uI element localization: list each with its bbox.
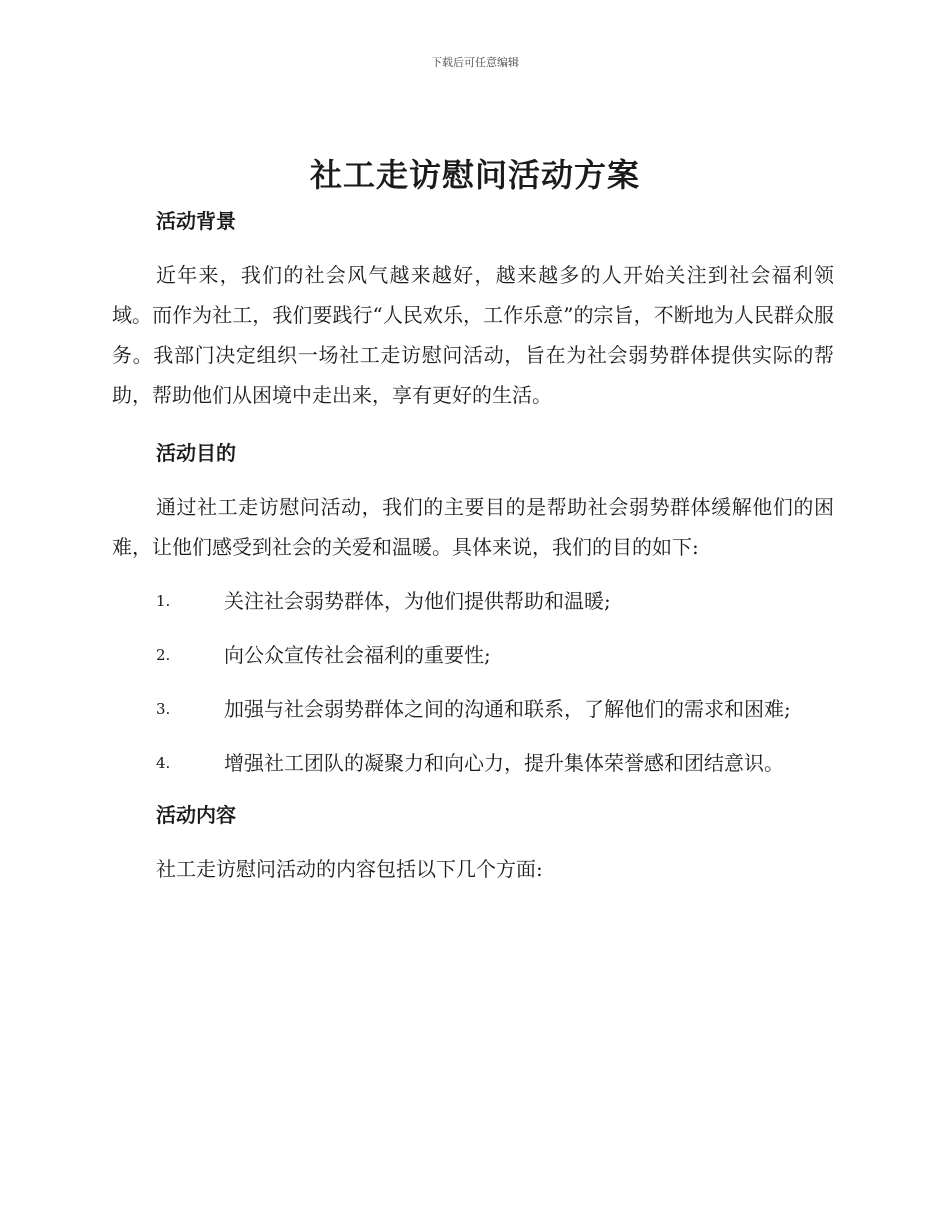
list-text: 加强与社会弱势群体之间的沟通和联系，了解他们的需求和困难; <box>224 697 791 721</box>
document-body <box>112 203 834 889</box>
section-heading: 活动内容 <box>156 803 236 827</box>
list-number: 3. <box>156 700 171 718</box>
list-number: 1. <box>156 592 171 610</box>
section-paragraph: 通过社工走访慰问活动，我们的主要目的是帮助社会弱势群体缓解他们的困难，让他们感受到社会的关爱和温暖。具体来说，我们的目的如下: <box>112 495 834 559</box>
section-content <box>112 797 834 889</box>
document-title: 社工走访慰问活动方案 <box>309 156 640 194</box>
section-purpose <box>112 435 834 797</box>
list-text: 向公众宣传社会福利的重要性; <box>224 643 491 667</box>
list-text: 关注社会弱势群体，为他们提供帮助和温暖; <box>224 589 611 613</box>
list-item <box>112 581 834 621</box>
header-note: 下载后可任意编辑 <box>431 56 519 69</box>
list-number: 4. <box>156 754 171 772</box>
section-paragraph: 近年来，我们的社会风气越来越好，越来越多的人开始关注到社会福利领域。而作为社工，我们要践行“人民欢乐，工作乐意”的宗旨，不断地为人民群众服务。我部门决定组织一场社工走访慰问活动，旨在为社会弱势群体提供实际的帮助，帮助他们从困境中走出来，享有更好的生活。 <box>112 263 834 407</box>
list-item <box>112 689 834 729</box>
list-text: 增强社工团队的凝聚力和向心力，提升集体荣誉感和团结意识。 <box>224 751 784 775</box>
section-heading: 活动背景 <box>156 209 236 233</box>
section-paragraph: 社工走访慰问活动的内容包括以下几个方面: <box>156 857 543 881</box>
list-number: 2. <box>156 646 171 664</box>
list-item <box>112 743 834 783</box>
section-heading: 活动目的 <box>156 441 236 465</box>
section-background <box>112 203 834 435</box>
list-item <box>112 635 834 675</box>
